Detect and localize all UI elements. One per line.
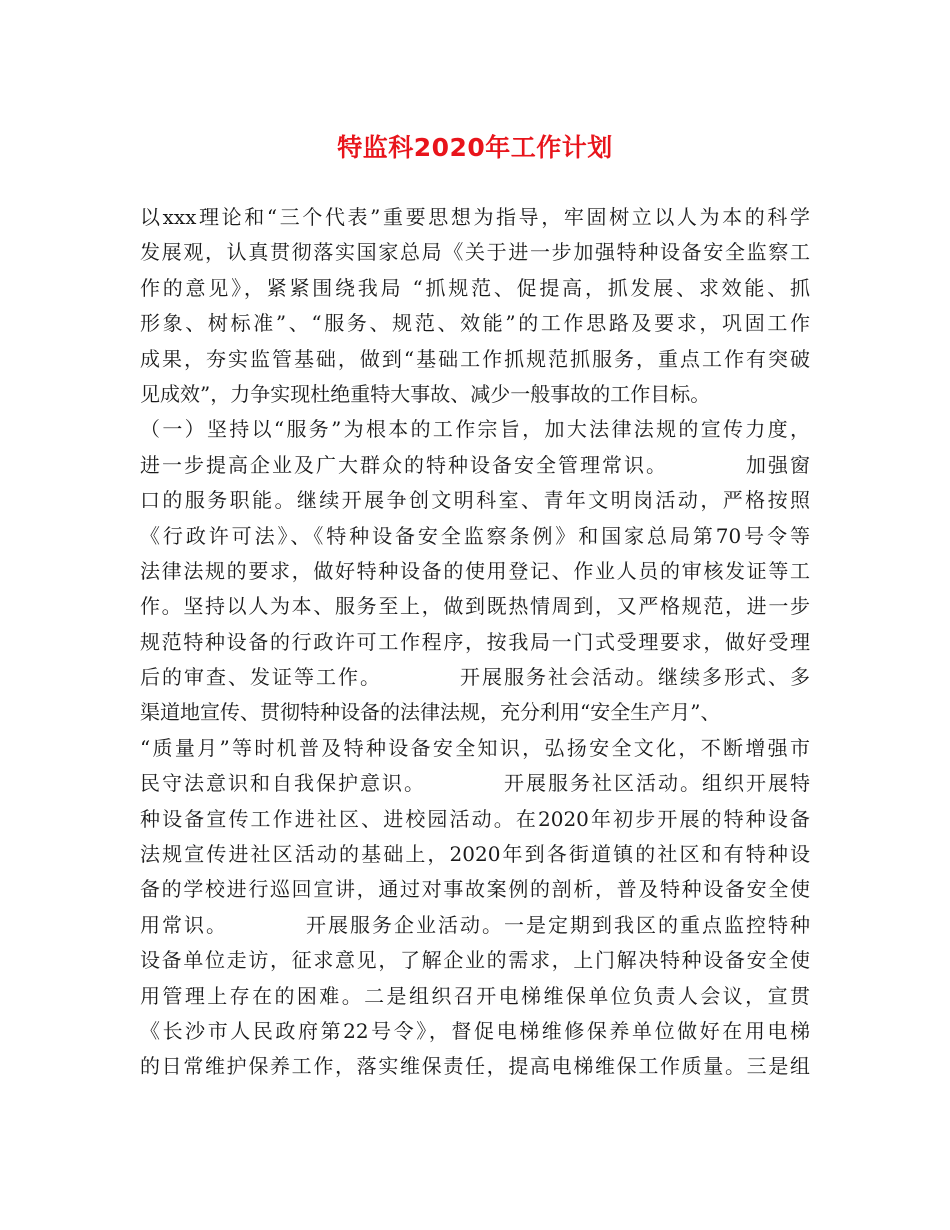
body-line: 的日常维护保养工作，落实维保责任，提高电梯维保工作质量。三是组 [140,1054,810,1079]
body-line: 进一步提高企业及广大群众的特种设备安全管理常识。 加强窗 [140,452,810,477]
body-line: 规范特种设备的行政许可工作程序，按我局一门式受理要求，做好受理 [140,629,810,654]
body-line: 用常识。 开展服务企业活动。一是定期到我区的重点监控特种 [140,912,810,937]
document-title: 特监科2020年工作计划 [337,133,613,162]
body-line: 口的服务职能。继续开展争创文明科室、青年文明岗活动，严格按照 [140,488,810,513]
document-body [140,200,810,1085]
body-line: 发展观，认真贯彻落实国家总局《关于进一步加强特种设备安全监察工 [140,240,810,265]
body-line: 后的审查、发证等工作。 开展服务社会活动。继续多形式、多 [140,665,810,690]
body-line: 渠道地宣传、贯彻特种设备的法律法规，充分利用“安全生产月”、 [140,700,721,725]
body-line: 用管理上存在的困难。二是组织召开电梯维保单位负责人会议，宣贯 [140,983,810,1008]
body-line: 成果，夯实监管基础，做到“基础工作抓规范抓服务，重点工作有突破 [140,346,810,371]
body-line: 作的意见》，紧紧围绕我局 “抓规范、促提高，抓发展、求效能、抓 [140,275,810,300]
body-line: 法规宣传进社区活动的基础上，2020年到各街道镇的社区和有特种设 [140,842,810,867]
body-line: 作。坚持以人为本、服务至上，做到既热情周到，又严格规范，进一步 [140,594,810,619]
body-line: （一）坚持以“服务”为根本的工作宗旨，加大法律法规的宣传力度， [140,417,810,442]
body-line: 备的学校进行巡回宣讲，通过对事故案例的剖析，普及特种设备安全使 [140,877,810,902]
body-line: 《行政许可法》、《特种设备安全监察条例》和国家总局第70号令等 [140,523,810,548]
body-line: 形象、树标准”、“服务、规范、效能”的工作思路及要求，巩固工作 [140,311,810,336]
body-line: 《长沙市人民政府第22号令》，督促电梯维修保养单位做好在用电梯 [140,1018,810,1043]
body-line: “质量月”等时机普及特种设备安全知识，弘扬安全文化，不断增强市 [140,735,810,760]
body-line: 民守法意识和自我保护意识。 开展服务社区活动。组织开展特 [140,771,810,796]
body-line: 见成效”，力争实现杜绝重特大事故、减少一般事故的工作目标。 [140,381,711,406]
body-line: 种设备宣传工作进社区、进校园活动。在2020年初步开展的特种设备 [140,806,810,831]
body-line: 设备单位走访，征求意见，了解企业的需求，上门解决特种设备安全使 [140,948,810,973]
body-line: 法律法规的要求，做好特种设备的使用登记、作业人员的审核发证等工 [140,558,810,583]
body-line: 以xxx理论和“三个代表”重要思想为指导，牢固树立以人为本的科学 [140,205,810,229]
